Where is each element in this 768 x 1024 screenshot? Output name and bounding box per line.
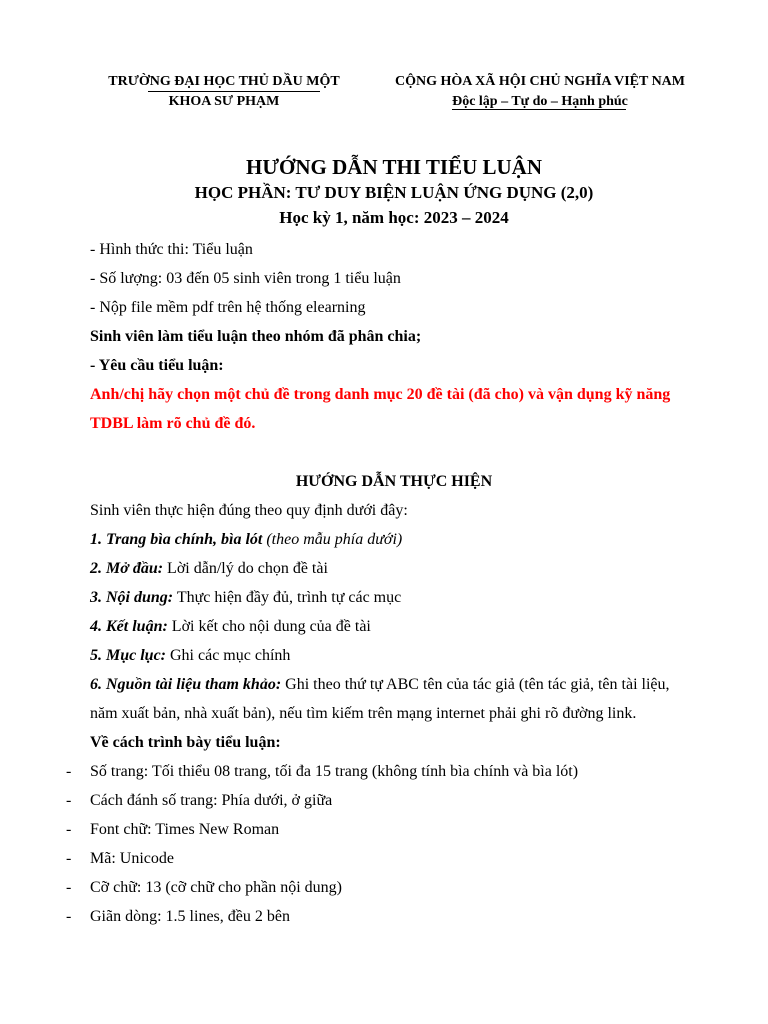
format-item-text: Mã: Unicode [90,850,174,867]
format-item [66,906,290,928]
requirement-text-line1: Anh/chị hãy chọn một chủ đề trong danh mục 20 đề tài (đã cho) và vận dụng kỹ năng [90,386,671,403]
university-header [108,72,340,112]
faculty-name: KHOA SƯ PHẠM [168,94,280,109]
bullet-dash: - [66,908,72,925]
format-item-text: Giãn dòng: 1.5 lines, đều 2 bên [90,908,290,925]
guide-item [90,529,402,551]
guide-item [90,558,328,580]
guide-intro: Sinh viên thực hiện đúng theo quy định dưới đây: [90,502,408,519]
guide-item-label: 6. Nguồn tài liệu tham khảo: [90,676,282,693]
guide-item [90,616,371,638]
info-requirement-heading: - Yêu cầu tiểu luận: [90,357,224,374]
info-exam-form: - Hình thức thi: Tiểu luận [90,241,253,258]
guide-item-label: 3. Nội dung: [90,589,174,606]
guide-item-text: Ghi các mục chính [166,647,291,664]
format-item-text: Cỡ chữ: 13 (cỡ chữ cho phần nội dung) [90,879,342,896]
header-right-rule [452,109,626,110]
format-item [66,877,342,899]
format-item-text: Cách đánh số trang: Phía dưới, ở giữa [90,792,333,809]
guide-item-text: Lời kết cho nội dung của đề tài [167,618,371,635]
format-item [66,790,332,812]
guide-item-text: Ghi theo thứ tự ABC tên của tác giả (tên tác giả, tên tài liệu, [281,676,670,693]
nation-header [386,72,694,112]
bullet-dash: - [66,763,72,780]
guide-item-label: 4. Kết luận: [90,618,168,635]
guide-item-text: Lời dẫn/lý do chọn đề tài [163,560,328,577]
bullet-dash: - [66,879,72,896]
format-item-text: Số trang: Tối thiểu 08 trang, tối đa 15 trang (không tính bìa chính và bìa lót) [90,763,579,780]
document-title: HƯỚNG DẪN THI TIỂU LUẬN [246,155,542,179]
guide-item-label: 1. Trang bìa chính, bìa lót [90,531,263,548]
bullet-dash: - [66,821,72,838]
guide-item-label: 2. Mở đầu: [90,560,164,577]
format-item [66,819,279,841]
bullet-dash: - [66,850,72,867]
info-submission: - Nộp file mềm pdf trên hệ thống elearning [90,299,366,316]
guide-heading: HƯỚNG DẪN THỰC HIỆN [295,473,493,490]
guide-item [90,645,290,667]
info-group-size: - Số lượng: 03 đến 05 sinh viên trong 1 tiểu luận [90,270,401,287]
requirement-text-line2: TDBL làm rõ chủ đề đó. [90,415,256,432]
guide-item-continuation: năm xuất bản, nhà xuất bản), nếu tìm kiếm trên mạng internet phải ghi rõ đường link. [90,705,637,722]
guide-item-text: (theo mẫu phía dưới) [262,531,403,548]
guide-item-label: 5. Mục lục: [90,647,166,664]
header-left-rule [148,91,320,92]
guide-item [90,587,401,609]
course-title: HỌC PHẦN: TƯ DUY BIỆN LUẬN ỨNG DỤNG (2,0) [194,183,594,202]
nation-motto: Độc lập – Tự do – Hạnh phúc [452,94,628,109]
guide-item [90,674,670,696]
info-group-note: Sinh viên làm tiểu luận theo nhóm đã phân chia; [90,328,422,345]
format-heading: Về cách trình bày tiểu luận: [90,734,281,751]
bullet-dash: - [66,792,72,809]
guide-item-text: Thực hiện đầy đủ, trình tự các mục [173,589,402,606]
nation-name: CỘNG HÒA XÃ HỘI CHỦ NGHĨA VIỆT NAM [394,74,685,89]
format-item [66,848,174,870]
term-title: Học kỳ 1, năm học: 2023 – 2024 [279,208,509,227]
format-item [66,761,578,783]
format-item-text: Font chữ: Times New Roman [90,821,280,838]
university-name: TRƯỜNG ĐẠI HỌC THỦ DẦU MỘT [108,74,340,89]
